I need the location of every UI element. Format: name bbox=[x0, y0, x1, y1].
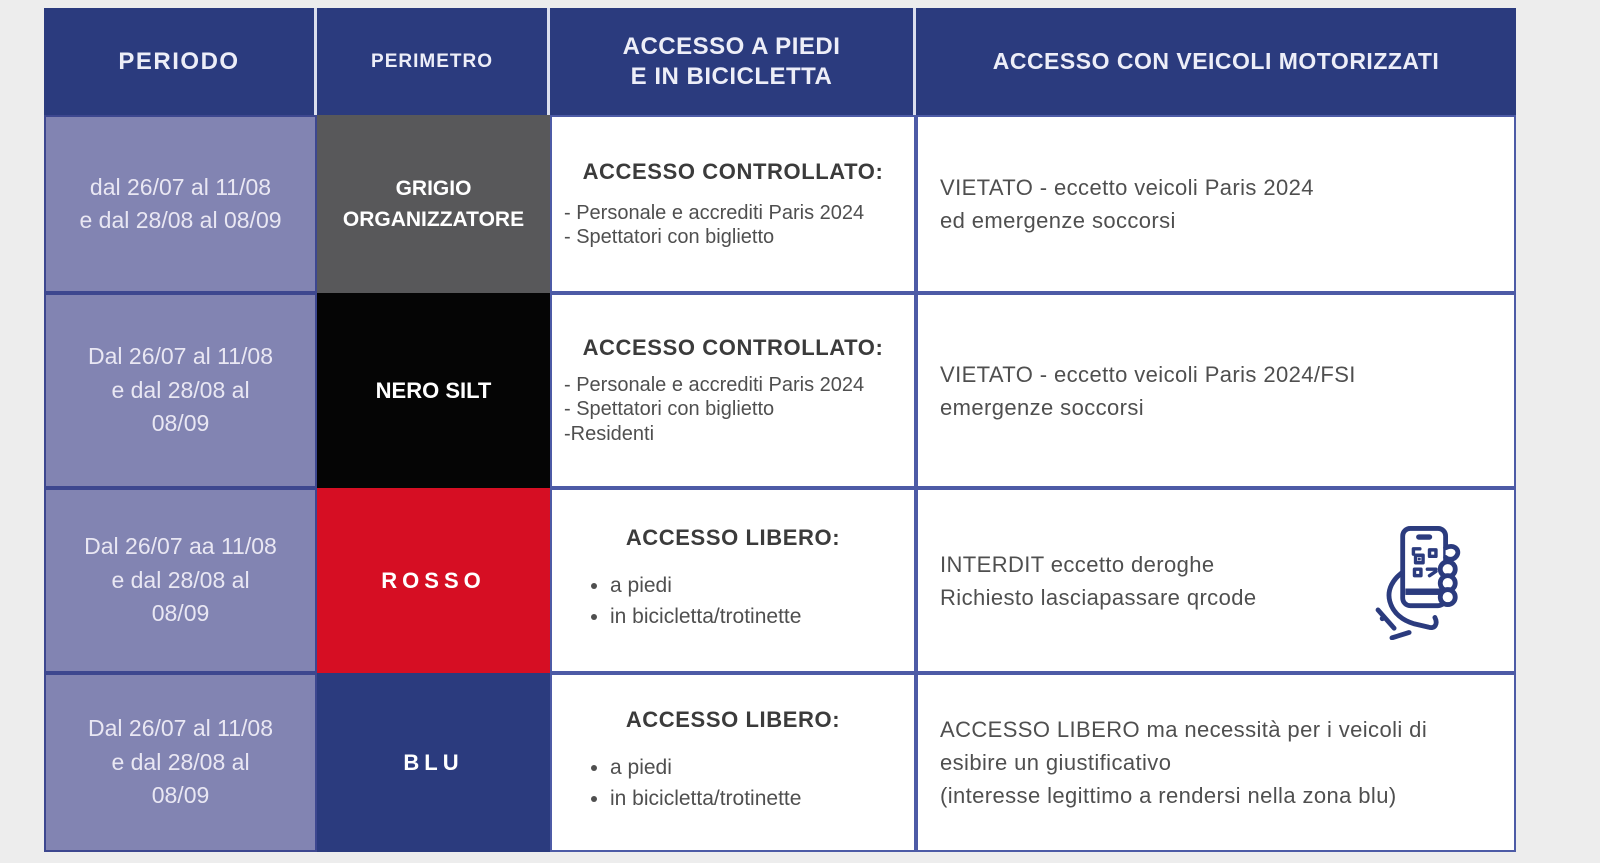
foot-access-cell-grigio bbox=[550, 115, 916, 293]
period-line: e dal 28/08 al bbox=[111, 376, 250, 403]
period-cell-grigio bbox=[44, 115, 317, 293]
zone-cell-grigio bbox=[317, 115, 550, 293]
column-header-perimetro bbox=[317, 8, 550, 115]
vehicle-line: ACCESSO LIBERO ma necessità per i veicoli di bbox=[940, 717, 1428, 742]
access-item-list bbox=[558, 201, 908, 250]
header-label-line: E IN BICICLETTA bbox=[630, 62, 833, 90]
column-header-veicoli bbox=[916, 8, 1516, 115]
vehicle-line: INTERDIT eccetto deroghe bbox=[940, 551, 1215, 577]
period-cell-blu bbox=[44, 673, 317, 852]
access-item: • in bicicletta/trotinette bbox=[610, 605, 908, 629]
access-rules-table bbox=[44, 8, 1516, 852]
column-header-accesso-piedi bbox=[550, 8, 916, 115]
zone-label-line: ROSSO bbox=[381, 568, 486, 593]
access-item: -Residenti bbox=[564, 422, 655, 445]
access-item-list bbox=[558, 373, 908, 446]
access-item: - Personale e accrediti Paris 2024 bbox=[564, 201, 865, 224]
access-heading: ACCESSO LIBERO: bbox=[625, 707, 841, 732]
header-label: PERIODO bbox=[118, 47, 240, 75]
period-line: Dal 26/07 aa 11/08 bbox=[84, 533, 277, 560]
qrcode-hand-icon bbox=[1370, 522, 1474, 640]
access-item-list bbox=[558, 749, 908, 818]
period-line: e dal 28/08 al 08/09 bbox=[79, 207, 282, 233]
vehicle-text bbox=[940, 548, 1257, 614]
access-heading: ACCESSO LIBERO: bbox=[625, 525, 841, 550]
period-line: e dal 28/08 al bbox=[111, 566, 250, 593]
access-item: • a piedi bbox=[610, 756, 908, 780]
header-label: PERIMETRO bbox=[371, 50, 493, 72]
period-line: 08/09 bbox=[151, 782, 210, 809]
foot-access-cell-nero bbox=[550, 293, 916, 488]
period-line: 08/09 bbox=[151, 410, 210, 437]
header-label-line: ACCESSO A PIEDI bbox=[622, 32, 841, 60]
zone-label-line: BLU bbox=[403, 750, 464, 775]
period-cell-nero bbox=[44, 293, 317, 488]
zone-cell-nero bbox=[317, 293, 550, 488]
vehicle-line: VIETATO - eccetto veicoli Paris 2024 bbox=[940, 175, 1314, 200]
vehicle-line: Richiesto lasciapassare qrcode bbox=[940, 584, 1257, 610]
access-heading: ACCESSO CONTROLLATO: bbox=[582, 334, 884, 360]
vehicle-line: ed emergenze soccorsi bbox=[940, 208, 1176, 233]
zone-cell-blu bbox=[317, 673, 550, 852]
zone-label-line: NERO SILT bbox=[375, 378, 492, 403]
vehicle-line: emergenze soccorsi bbox=[940, 394, 1145, 420]
vehicle-access-cell-nero bbox=[916, 293, 1516, 488]
period-line: 08/09 bbox=[151, 600, 210, 627]
vehicle-line: (interesse legittimo a rendersi nella zona blu) bbox=[940, 783, 1397, 808]
foot-access-cell-blu bbox=[550, 673, 916, 852]
zone-label-line: GRIGIO bbox=[395, 176, 472, 200]
access-item: • a piedi bbox=[610, 574, 908, 598]
period-line: dal 26/07 al 11/08 bbox=[89, 173, 272, 200]
access-item: - Spettatori con biglietto bbox=[564, 398, 775, 421]
zone-cell-rosso bbox=[317, 488, 550, 673]
vehicle-access-cell-rosso bbox=[916, 488, 1516, 673]
column-header-periodo bbox=[44, 8, 317, 115]
zone-label-line: ORGANIZZATORE bbox=[342, 208, 525, 231]
vehicle-line: esibire un giustificativo bbox=[940, 750, 1172, 775]
vehicle-access-cell-grigio bbox=[916, 115, 1516, 293]
access-item: - Personale e accrediti Paris 2024 bbox=[564, 373, 865, 396]
foot-access-cell-rosso bbox=[550, 488, 916, 673]
period-cell-rosso bbox=[44, 488, 317, 673]
period-line: e dal 28/08 al bbox=[111, 748, 250, 775]
access-item: - Spettatori con biglietto bbox=[564, 226, 775, 248]
access-item: • in bicicletta/trotinette bbox=[610, 787, 908, 811]
vehicle-access-cell-blu bbox=[916, 673, 1516, 852]
vehicle-line: VIETATO - eccetto veicoli Paris 2024/FSI bbox=[940, 361, 1356, 387]
period-line: Dal 26/07 al 11/08 bbox=[88, 715, 273, 742]
header-label: ACCESSO CON VEICOLI MOTORIZZATI bbox=[992, 48, 1440, 74]
period-line: Dal 26/07 al 11/08 bbox=[88, 343, 273, 370]
access-heading: ACCESSO CONTROLLATO: bbox=[582, 158, 884, 184]
access-item-list bbox=[558, 567, 908, 636]
